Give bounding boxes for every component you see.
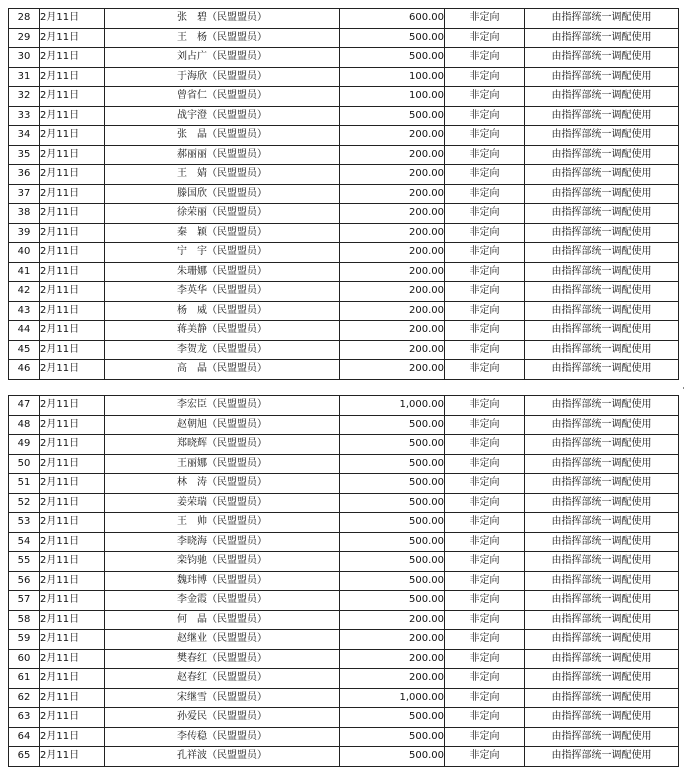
donation-amount-cell: 500.00 <box>340 708 445 728</box>
donation-amount-cell: 100.00 <box>340 67 445 87</box>
table-row <box>9 262 679 282</box>
donation-date-cell: 2月11日 <box>40 474 105 494</box>
donation-amount-cell: 200.00 <box>340 669 445 689</box>
table-row <box>9 727 679 747</box>
donation-usage-cell: 由指挥部统一调配使用 <box>525 48 679 68</box>
row-number-cell: 49 <box>9 435 40 455</box>
donation-direction-cell: 非定向 <box>445 415 525 435</box>
donation-amount-cell: 500.00 <box>340 474 445 494</box>
donor-name-cell: 刘占广（民盟盟员） <box>105 48 340 68</box>
donation-direction-cell: 非定向 <box>445 532 525 552</box>
donation-amount-cell: 200.00 <box>340 282 445 302</box>
row-number-cell: 54 <box>9 532 40 552</box>
donation-usage-cell: 由指挥部统一调配使用 <box>525 204 679 224</box>
row-number-cell: 61 <box>9 669 40 689</box>
donation-amount-cell: 200.00 <box>340 262 445 282</box>
donation-date-cell: 2月11日 <box>40 301 105 321</box>
table-row <box>9 474 679 494</box>
donation-usage-cell: 由指挥部统一调配使用 <box>525 688 679 708</box>
table-row <box>9 688 679 708</box>
donation-direction-cell: 非定向 <box>445 610 525 630</box>
donation-usage-cell: 由指挥部统一调配使用 <box>525 262 679 282</box>
table-row <box>9 67 679 87</box>
table-row <box>9 204 679 224</box>
donation-date-cell: 2月11日 <box>40 282 105 302</box>
donor-name-cell: 秦 颖（民盟盟员） <box>105 223 340 243</box>
donation-usage-cell: 由指挥部统一调配使用 <box>525 87 679 107</box>
row-number-cell: 44 <box>9 321 40 341</box>
donation-date-cell: 2月11日 <box>40 669 105 689</box>
table-row <box>9 145 679 165</box>
row-number-cell: 41 <box>9 262 40 282</box>
row-number-cell: 46 <box>9 360 40 380</box>
row-number-cell: 38 <box>9 204 40 224</box>
row-number-cell: 57 <box>9 591 40 611</box>
donation-usage-cell: 由指挥部统一调配使用 <box>525 474 679 494</box>
row-number-cell: 29 <box>9 28 40 48</box>
donation-amount-cell: 500.00 <box>340 28 445 48</box>
table-row <box>9 415 679 435</box>
donation-date-cell: 2月11日 <box>40 513 105 533</box>
table-row <box>9 454 679 474</box>
donation-direction-cell: 非定向 <box>445 474 525 494</box>
donor-name-cell: 王 帅（民盟盟员） <box>105 513 340 533</box>
donation-amount-cell: 200.00 <box>340 630 445 650</box>
donation-date-cell: 2月11日 <box>40 571 105 591</box>
row-number-cell: 62 <box>9 688 40 708</box>
row-number-cell: 59 <box>9 630 40 650</box>
donation-amount-cell: 500.00 <box>340 727 445 747</box>
donation-amount-cell: 600.00 <box>340 9 445 29</box>
donation-date-cell: 2月11日 <box>40 321 105 341</box>
donation-direction-cell: 非定向 <box>445 145 525 165</box>
donation-amount-cell: 500.00 <box>340 106 445 126</box>
page-break-mark <box>683 387 684 389</box>
donation-direction-cell: 非定向 <box>445 87 525 107</box>
donor-name-cell: 王 婧（民盟盟员） <box>105 165 340 185</box>
table-row <box>9 630 679 650</box>
donor-name-cell: 蒋美静（民盟盟员） <box>105 321 340 341</box>
row-number-cell: 28 <box>9 9 40 29</box>
row-number-cell: 53 <box>9 513 40 533</box>
donor-name-cell: 赵春红（民盟盟员） <box>105 669 340 689</box>
donor-name-cell: 李传稳（民盟盟员） <box>105 727 340 747</box>
donor-name-cell: 王 杨（民盟盟员） <box>105 28 340 48</box>
donation-usage-cell: 由指挥部统一调配使用 <box>525 415 679 435</box>
donation-direction-cell: 非定向 <box>445 360 525 380</box>
donation-amount-cell: 500.00 <box>340 493 445 513</box>
table-row <box>9 396 679 416</box>
donation-table-lower <box>8 395 679 767</box>
table-row <box>9 282 679 302</box>
donation-date-cell: 2月11日 <box>40 493 105 513</box>
donation-amount-cell: 200.00 <box>340 340 445 360</box>
row-number-cell: 48 <box>9 415 40 435</box>
row-number-cell: 58 <box>9 610 40 630</box>
donation-usage-cell: 由指挥部统一调配使用 <box>525 747 679 767</box>
donation-amount-cell: 200.00 <box>340 184 445 204</box>
donor-name-cell: 魏玮博（民盟盟员） <box>105 571 340 591</box>
donation-usage-cell: 由指挥部统一调配使用 <box>525 282 679 302</box>
donation-date-cell: 2月11日 <box>40 106 105 126</box>
donation-date-cell: 2月11日 <box>40 9 105 29</box>
table-row <box>9 649 679 669</box>
donation-date-cell: 2月11日 <box>40 204 105 224</box>
donation-direction-cell: 非定向 <box>445 708 525 728</box>
donation-direction-cell: 非定向 <box>445 688 525 708</box>
table-row <box>9 28 679 48</box>
donation-amount-cell: 500.00 <box>340 552 445 572</box>
donation-date-cell: 2月11日 <box>40 243 105 263</box>
donation-amount-cell: 500.00 <box>340 435 445 455</box>
donation-direction-cell: 非定向 <box>445 727 525 747</box>
donation-usage-cell: 由指挥部统一调配使用 <box>525 165 679 185</box>
donation-date-cell: 2月11日 <box>40 360 105 380</box>
donation-direction-cell: 非定向 <box>445 126 525 146</box>
donation-usage-cell: 由指挥部统一调配使用 <box>525 493 679 513</box>
row-number-cell: 33 <box>9 106 40 126</box>
donation-direction-cell: 非定向 <box>445 493 525 513</box>
row-number-cell: 40 <box>9 243 40 263</box>
donation-date-cell: 2月11日 <box>40 688 105 708</box>
donor-name-cell: 于海欣（民盟盟员） <box>105 67 340 87</box>
donor-name-cell: 张 碧（民盟盟员） <box>105 9 340 29</box>
donation-amount-cell: 200.00 <box>340 610 445 630</box>
donation-amount-cell: 200.00 <box>340 223 445 243</box>
row-number-cell: 47 <box>9 396 40 416</box>
donation-date-cell: 2月11日 <box>40 435 105 455</box>
donation-usage-cell: 由指挥部统一调配使用 <box>525 513 679 533</box>
table-row <box>9 48 679 68</box>
donation-usage-cell: 由指挥部统一调配使用 <box>525 591 679 611</box>
row-number-cell: 64 <box>9 727 40 747</box>
table-row <box>9 360 679 380</box>
donation-usage-cell: 由指挥部统一调配使用 <box>525 454 679 474</box>
donation-direction-cell: 非定向 <box>445 262 525 282</box>
donation-usage-cell: 由指挥部统一调配使用 <box>525 435 679 455</box>
donation-table-upper <box>8 8 679 380</box>
table-row <box>9 243 679 263</box>
donor-name-cell: 宋继雪（民盟盟员） <box>105 688 340 708</box>
donation-amount-cell: 500.00 <box>340 48 445 68</box>
donation-amount-cell: 200.00 <box>340 649 445 669</box>
row-number-cell: 52 <box>9 493 40 513</box>
donation-usage-cell: 由指挥部统一调配使用 <box>525 727 679 747</box>
donation-date-cell: 2月11日 <box>40 87 105 107</box>
row-number-cell: 63 <box>9 708 40 728</box>
donation-usage-cell: 由指挥部统一调配使用 <box>525 669 679 689</box>
donation-amount-cell: 500.00 <box>340 571 445 591</box>
donation-direction-cell: 非定向 <box>445 204 525 224</box>
donation-direction-cell: 非定向 <box>445 243 525 263</box>
row-number-cell: 39 <box>9 223 40 243</box>
donor-name-cell: 郑晓辉（民盟盟员） <box>105 435 340 455</box>
donation-amount-cell: 1,000.00 <box>340 396 445 416</box>
donor-name-cell: 樊春红（民盟盟员） <box>105 649 340 669</box>
donation-date-cell: 2月11日 <box>40 262 105 282</box>
row-number-cell: 50 <box>9 454 40 474</box>
table-row <box>9 87 679 107</box>
row-number-cell: 32 <box>9 87 40 107</box>
donation-direction-cell: 非定向 <box>445 106 525 126</box>
donor-name-cell: 李金霞（民盟盟员） <box>105 591 340 611</box>
donor-name-cell: 战宇澄（民盟盟员） <box>105 106 340 126</box>
table-row <box>9 321 679 341</box>
donation-usage-cell: 由指挥部统一调配使用 <box>525 630 679 650</box>
donation-amount-cell: 500.00 <box>340 415 445 435</box>
donation-date-cell: 2月11日 <box>40 552 105 572</box>
table-row <box>9 340 679 360</box>
donation-usage-cell: 由指挥部统一调配使用 <box>525 145 679 165</box>
row-number-cell: 36 <box>9 165 40 185</box>
donation-direction-cell: 非定向 <box>445 301 525 321</box>
donation-direction-cell: 非定向 <box>445 28 525 48</box>
donation-date-cell: 2月11日 <box>40 223 105 243</box>
donation-direction-cell: 非定向 <box>445 747 525 767</box>
donation-date-cell: 2月11日 <box>40 630 105 650</box>
donor-name-cell: 滕国欣（民盟盟员） <box>105 184 340 204</box>
donation-amount-cell: 100.00 <box>340 87 445 107</box>
table-row <box>9 552 679 572</box>
donation-usage-cell: 由指挥部统一调配使用 <box>525 126 679 146</box>
donor-name-cell: 李贺龙（民盟盟员） <box>105 340 340 360</box>
donation-direction-cell: 非定向 <box>445 454 525 474</box>
donation-usage-cell: 由指挥部统一调配使用 <box>525 396 679 416</box>
donation-date-cell: 2月11日 <box>40 591 105 611</box>
row-number-cell: 51 <box>9 474 40 494</box>
donor-name-cell: 李英华（民盟盟员） <box>105 282 340 302</box>
donor-name-cell: 徐荣丽（民盟盟员） <box>105 204 340 224</box>
donation-date-cell: 2月11日 <box>40 165 105 185</box>
donation-amount-cell: 500.00 <box>340 747 445 767</box>
donation-date-cell: 2月11日 <box>40 28 105 48</box>
table-row <box>9 106 679 126</box>
donation-usage-cell: 由指挥部统一调配使用 <box>525 301 679 321</box>
donor-name-cell: 杨 威（民盟盟员） <box>105 301 340 321</box>
donation-usage-cell: 由指挥部统一调配使用 <box>525 67 679 87</box>
donor-name-cell: 李宏臣（民盟盟员） <box>105 396 340 416</box>
donation-usage-cell: 由指挥部统一调配使用 <box>525 243 679 263</box>
donation-date-cell: 2月11日 <box>40 610 105 630</box>
donation-usage-cell: 由指挥部统一调配使用 <box>525 321 679 341</box>
donation-usage-cell: 由指挥部统一调配使用 <box>525 571 679 591</box>
donor-name-cell: 宁 宇（民盟盟员） <box>105 243 340 263</box>
donor-name-cell: 张 晶（民盟盟员） <box>105 126 340 146</box>
donation-amount-cell: 200.00 <box>340 204 445 224</box>
row-number-cell: 31 <box>9 67 40 87</box>
donor-name-cell: 朱珊娜（民盟盟员） <box>105 262 340 282</box>
donation-usage-cell: 由指挥部统一调配使用 <box>525 708 679 728</box>
donor-name-cell: 赵继业（民盟盟员） <box>105 630 340 650</box>
row-number-cell: 37 <box>9 184 40 204</box>
donor-name-cell: 孔祥波（民盟盟员） <box>105 747 340 767</box>
row-number-cell: 43 <box>9 301 40 321</box>
donation-date-cell: 2月11日 <box>40 396 105 416</box>
donor-name-cell: 高 晶（民盟盟员） <box>105 360 340 380</box>
table-row <box>9 223 679 243</box>
table-row <box>9 301 679 321</box>
donation-date-cell: 2月11日 <box>40 649 105 669</box>
donation-date-cell: 2月11日 <box>40 747 105 767</box>
donation-usage-cell: 由指挥部统一调配使用 <box>525 610 679 630</box>
donation-usage-cell: 由指挥部统一调配使用 <box>525 649 679 669</box>
donation-date-cell: 2月11日 <box>40 532 105 552</box>
donation-direction-cell: 非定向 <box>445 669 525 689</box>
donation-usage-cell: 由指挥部统一调配使用 <box>525 552 679 572</box>
donation-date-cell: 2月11日 <box>40 727 105 747</box>
donor-name-cell: 何 晶（民盟盟员） <box>105 610 340 630</box>
donation-date-cell: 2月11日 <box>40 340 105 360</box>
donation-usage-cell: 由指挥部统一调配使用 <box>525 360 679 380</box>
donation-direction-cell: 非定向 <box>445 340 525 360</box>
table-row <box>9 9 679 29</box>
donation-table-lower-body <box>9 396 679 767</box>
row-number-cell: 56 <box>9 571 40 591</box>
donation-amount-cell: 500.00 <box>340 454 445 474</box>
donation-direction-cell: 非定向 <box>445 571 525 591</box>
table-row <box>9 610 679 630</box>
donation-amount-cell: 200.00 <box>340 301 445 321</box>
donation-date-cell: 2月11日 <box>40 708 105 728</box>
donor-name-cell: 林 涛（民盟盟员） <box>105 474 340 494</box>
donation-amount-cell: 200.00 <box>340 165 445 185</box>
donor-name-cell: 郝丽丽（民盟盟员） <box>105 145 340 165</box>
donation-date-cell: 2月11日 <box>40 184 105 204</box>
row-number-cell: 34 <box>9 126 40 146</box>
donation-usage-cell: 由指挥部统一调配使用 <box>525 106 679 126</box>
row-number-cell: 42 <box>9 282 40 302</box>
donation-direction-cell: 非定向 <box>445 9 525 29</box>
donation-date-cell: 2月11日 <box>40 454 105 474</box>
donor-name-cell: 栾钧驰（民盟盟员） <box>105 552 340 572</box>
table-row <box>9 708 679 728</box>
donor-name-cell: 赵朝旭（民盟盟员） <box>105 415 340 435</box>
donation-direction-cell: 非定向 <box>445 48 525 68</box>
donation-amount-cell: 200.00 <box>340 145 445 165</box>
donation-amount-cell: 500.00 <box>340 532 445 552</box>
row-number-cell: 55 <box>9 552 40 572</box>
donation-date-cell: 2月11日 <box>40 145 105 165</box>
donation-amount-cell: 200.00 <box>340 321 445 341</box>
row-number-cell: 60 <box>9 649 40 669</box>
row-number-cell: 45 <box>9 340 40 360</box>
donation-direction-cell: 非定向 <box>445 223 525 243</box>
donation-date-cell: 2月11日 <box>40 126 105 146</box>
donation-direction-cell: 非定向 <box>445 513 525 533</box>
donation-direction-cell: 非定向 <box>445 396 525 416</box>
donation-direction-cell: 非定向 <box>445 321 525 341</box>
donation-direction-cell: 非定向 <box>445 435 525 455</box>
donation-usage-cell: 由指挥部统一调配使用 <box>525 532 679 552</box>
table-row <box>9 571 679 591</box>
donor-name-cell: 李晓海（民盟盟员） <box>105 532 340 552</box>
donor-name-cell: 曾省仁（民盟盟员） <box>105 87 340 107</box>
row-number-cell: 35 <box>9 145 40 165</box>
donation-direction-cell: 非定向 <box>445 282 525 302</box>
donation-date-cell: 2月11日 <box>40 415 105 435</box>
donation-direction-cell: 非定向 <box>445 649 525 669</box>
table-row <box>9 532 679 552</box>
table-row <box>9 184 679 204</box>
donation-amount-cell: 500.00 <box>340 513 445 533</box>
table-row <box>9 747 679 767</box>
donation-direction-cell: 非定向 <box>445 67 525 87</box>
row-number-cell: 65 <box>9 747 40 767</box>
donation-amount-cell: 200.00 <box>340 360 445 380</box>
donation-direction-cell: 非定向 <box>445 552 525 572</box>
donor-name-cell: 王丽娜（民盟盟员） <box>105 454 340 474</box>
donation-usage-cell: 由指挥部统一调配使用 <box>525 223 679 243</box>
donation-direction-cell: 非定向 <box>445 165 525 185</box>
donation-direction-cell: 非定向 <box>445 630 525 650</box>
donation-amount-cell: 200.00 <box>340 126 445 146</box>
donation-amount-cell: 200.00 <box>340 243 445 263</box>
donation-table-upper-body <box>9 9 679 380</box>
table-row <box>9 435 679 455</box>
donation-amount-cell: 1,000.00 <box>340 688 445 708</box>
donation-usage-cell: 由指挥部统一调配使用 <box>525 9 679 29</box>
donation-amount-cell: 500.00 <box>340 591 445 611</box>
donation-usage-cell: 由指挥部统一调配使用 <box>525 340 679 360</box>
donation-usage-cell: 由指挥部统一调配使用 <box>525 28 679 48</box>
table-row <box>9 591 679 611</box>
table-row <box>9 493 679 513</box>
donation-direction-cell: 非定向 <box>445 184 525 204</box>
table-row <box>9 513 679 533</box>
donation-date-cell: 2月11日 <box>40 48 105 68</box>
donor-name-cell: 孙爱民（民盟盟员） <box>105 708 340 728</box>
row-number-cell: 30 <box>9 48 40 68</box>
table-row <box>9 669 679 689</box>
table-row <box>9 126 679 146</box>
table-row <box>9 165 679 185</box>
donation-usage-cell: 由指挥部统一调配使用 <box>525 184 679 204</box>
donor-name-cell: 姜荣瑞（民盟盟员） <box>105 493 340 513</box>
donation-direction-cell: 非定向 <box>445 591 525 611</box>
donation-date-cell: 2月11日 <box>40 67 105 87</box>
